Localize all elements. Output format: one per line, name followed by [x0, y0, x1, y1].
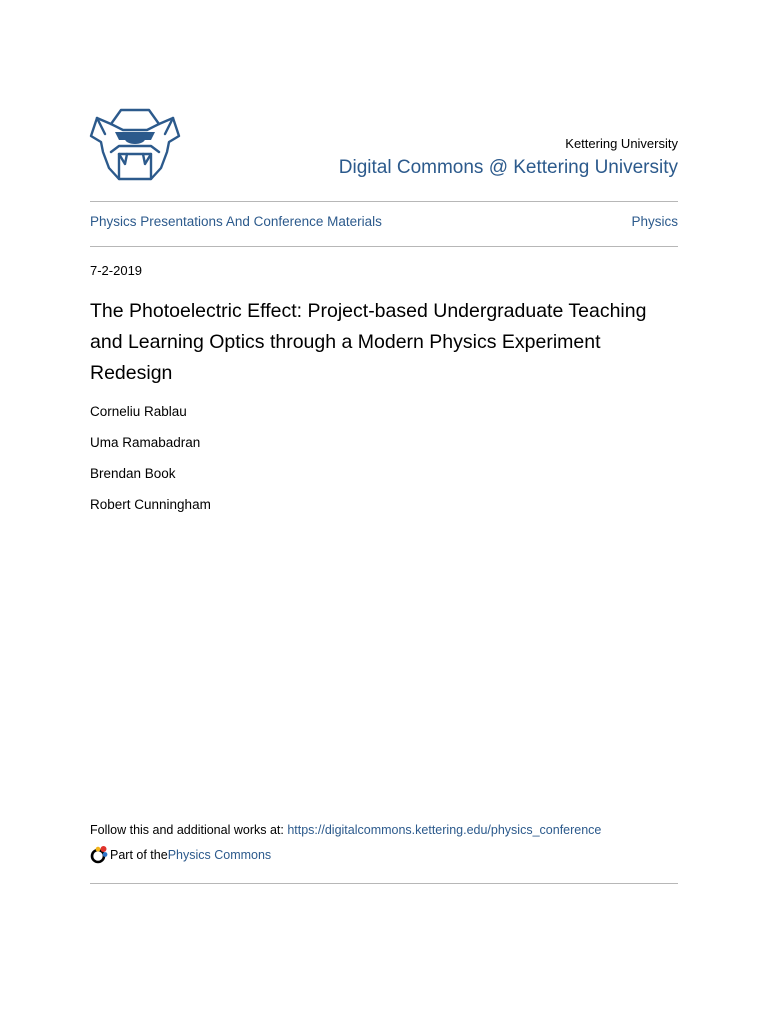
series-link[interactable]: Physics Presentations And Conference Materials: [90, 214, 382, 229]
footer-divider: [90, 883, 678, 884]
publication-date: 7-2-2019: [90, 263, 143, 278]
document-title: The Photoelectric Effect: Project-based Undergraduate Teaching and Learning Optics through a Modern Physics Experiment Redesign: [90, 300, 647, 384]
author-name: Uma Ramabadran: [90, 435, 201, 450]
part-of-label: Part of the: [110, 848, 168, 862]
part-of-line: [90, 845, 271, 865]
author-list: [90, 403, 211, 527]
collection-url-link[interactable]: https://digitalcommons.kettering.edu/physics_conference: [287, 823, 602, 837]
follow-line: [90, 823, 601, 837]
follow-label: Follow this and additional works at:: [90, 823, 288, 837]
institution-name: Kettering University: [565, 136, 678, 151]
physics-commons-link[interactable]: Physics Commons: [167, 848, 272, 862]
department-link[interactable]: Physics: [631, 214, 678, 229]
nav-divider: [90, 246, 678, 247]
author-name: Brendan Book: [90, 466, 176, 481]
network-commons-icon: [90, 845, 108, 865]
author-name: Corneliu Rablau: [90, 404, 187, 419]
author-name: Robert Cunningham: [90, 497, 211, 512]
header-divider: [90, 201, 678, 202]
repository-link[interactable]: Digital Commons @ Kettering University: [338, 157, 678, 178]
bulldog-logo-icon: [89, 106, 181, 184]
